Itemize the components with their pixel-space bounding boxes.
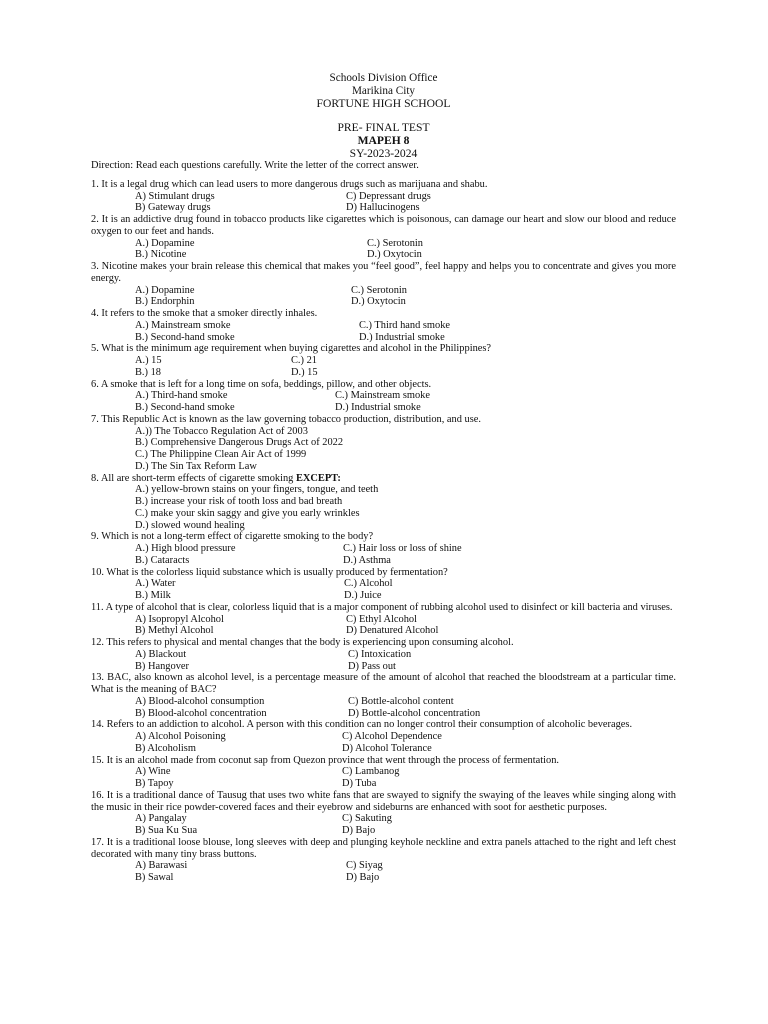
question-stem: 12. This refers to physical and mental changes that the body is experiencing upon consuming alcohol. [91, 637, 514, 649]
direction: Direction: Read each questions carefully. Write the letter of the correct answer. [91, 160, 419, 172]
question-stem: 7. This Republic Act is known as the law governing tobacco production, distribution, and use. [91, 413, 481, 425]
option: A.) High blood pressure [135, 543, 236, 555]
question-2 [91, 214, 676, 261]
question-stem-emphasis: EXCEPT: [295, 472, 341, 484]
option: D) Bajo [342, 825, 376, 837]
test-title: PRE- FINAL TEST [337, 121, 430, 135]
option: A) Barawasi [135, 860, 188, 872]
option: C.) Third hand smoke [359, 319, 451, 331]
question-stem: 2. It is an addictive drug found in tobacco products like cigarettes which is poisonous, can damage our heart and slow our blood and reduce oxygen to our feet and hands. [91, 214, 676, 237]
option: C.) 21 [291, 355, 317, 367]
option: B.) Milk [135, 590, 171, 602]
option: C) Lambanog [342, 766, 400, 778]
option: A.) 15 [135, 355, 162, 367]
option: D.) Industrial smoke [335, 402, 421, 414]
option: A.) Dopamine [135, 237, 195, 249]
option: B) Methyl Alcohol [135, 625, 214, 637]
option: C) Siyag [346, 860, 383, 872]
option: A) Wine [135, 766, 171, 778]
option: A.)) The Tobacco Regulation Act of 2003 [135, 425, 308, 437]
option: B) Alcoholism [135, 742, 196, 754]
option: A) Blackout [135, 648, 187, 660]
question-stem: 16. It is a traditional dance of Tausug that uses two white fans that are swayed to signify the swaying of the leaves while singing along with the music in their rice powder-covered faces and their eyebrow and sideburns are enhanced with soot for aesthetic purposes. [91, 789, 676, 813]
option: B) Blood-alcohol concentration [135, 707, 267, 719]
question-3 [91, 261, 676, 308]
option: C) Alcohol Dependence [342, 731, 442, 743]
option: D) Denatured Alcohol [346, 625, 439, 637]
question-17 [91, 837, 676, 884]
question-5 [91, 343, 676, 378]
option: A) Blood-alcohol consumption [135, 695, 265, 707]
option: D.) Industrial smoke [359, 331, 445, 343]
option: C) Intoxication [348, 648, 412, 660]
option: D) Hallucinogens [346, 202, 420, 214]
option: C.) The Philippine Clean Air Act of 1999 [135, 449, 307, 461]
option: B.) 18 [135, 366, 161, 378]
option: D.) Oxytocin [351, 296, 406, 308]
question-stem: 3. Nicotine makes your brain release this chemical that makes you “feel good”, feel happy and helps you to concentrate and gives you more energy. [91, 261, 676, 284]
option: D.) slowed wound healing [135, 519, 245, 531]
option: A.) yellow-brown stains on your fingers, tongue, and teeth [135, 484, 379, 496]
question-13 [91, 672, 676, 719]
header [91, 72, 676, 160]
option: B.) Second-hand smoke [135, 331, 235, 343]
option: B.) Endorphin [135, 296, 195, 308]
option: C) Sakuting [342, 813, 392, 825]
option: D.) 15 [291, 366, 318, 378]
option: A.) Mainstream smoke [135, 319, 231, 331]
school-division: Schools Division Office [329, 72, 438, 84]
option: B.) Second-hand smoke [135, 402, 235, 414]
option: D.) The Sin Tax Reform Law [135, 460, 257, 472]
question-stem-text: 8. All are short-term effects of cigarette smoking [91, 472, 296, 484]
question-10 [91, 567, 676, 602]
option: C.) Mainstream smoke [335, 390, 430, 402]
option: B) Tapoy [135, 778, 174, 790]
option: D) Alcohol Tolerance [342, 742, 432, 754]
question-7 [91, 414, 676, 473]
question-stem: 11. A type of alcohol that is clear, colorless liquid that is a major component of rubbing alcohol used to disinfect or kill bacteria and viruses. [91, 601, 673, 613]
option: B) Hangover [135, 660, 189, 672]
option: B) Sua Ku Sua [135, 825, 198, 837]
question-14 [91, 719, 676, 754]
option: D.) Oxytocin [367, 249, 422, 261]
city: Marikina City [351, 84, 416, 97]
option: C) Ethyl Alcohol [346, 613, 417, 625]
option: C.) Hair loss or loss of shine [343, 543, 462, 555]
option: D) Bajo [346, 872, 380, 884]
option: A) Alcohol Poisoning [135, 731, 226, 743]
question-stem: 9. Which is not a long-term effect of cigarette smoking to the body? [91, 531, 374, 543]
option: B.) Comprehensive Dangerous Drugs Act of 2022 [135, 437, 344, 449]
option: A) Stimulant drugs [135, 190, 215, 202]
question-11 [91, 602, 676, 637]
option: D) Pass out [348, 660, 396, 672]
option: B.) Nicotine [135, 249, 187, 261]
option: C.) Serotonin [351, 284, 407, 296]
question-stem [91, 473, 676, 485]
school-year: SY-2023-2024 [349, 147, 418, 161]
question-stem: 10. What is the colorless liquid substance which is usually produced by fermentation? [91, 566, 448, 578]
option: C.) Alcohol [344, 578, 393, 590]
school-name: FORTUNE HIGH SCHOOL [316, 97, 451, 111]
option: D.) Asthma [343, 554, 391, 566]
option: B) Gateway drugs [135, 202, 211, 214]
option: A.) Dopamine [135, 284, 195, 296]
option: C) Depressant drugs [346, 190, 431, 202]
option: B.) Cataracts [135, 554, 190, 566]
question-1 [91, 179, 676, 214]
question-stem: 13. BAC, also known as alcohol level, is a percentage measure of the amount of alcohol that reached the bloodstream at a particular time. What is the meaning of BAC? [91, 672, 676, 696]
subject-title: MAPEH 8 [357, 134, 410, 148]
option: C.) make your skin saggy and give you early wrinkles [135, 507, 360, 519]
question-6 [91, 379, 676, 414]
option: A) Isopropyl Alcohol [135, 613, 224, 625]
option: B.) increase your risk of tooth loss and bad breath [135, 496, 343, 508]
question-12 [91, 637, 676, 672]
question-4 [91, 308, 676, 343]
question-stem: 1. It is a legal drug which can lead users to more dangerous drugs such as marijuana and shabu. [91, 178, 488, 190]
option: A) Pangalay [135, 813, 187, 825]
question-stem: 5. What is the minimum age requirement when buying cigarettes and alcohol in the Philippines? [91, 343, 492, 355]
option: B) Sawal [135, 872, 174, 884]
question-15 [91, 755, 676, 790]
question-8 [91, 473, 676, 532]
option: A.) Water [135, 578, 176, 590]
question-16 [91, 790, 676, 837]
option: C) Bottle-alcohol content [348, 695, 454, 707]
question-stem: 15. It is an alcohol made from coconut sap from Quezon province that went through the process of fermentation. [91, 754, 560, 766]
question-stem: 17. It is a traditional loose blouse, long sleeves with deep and plunging keyhole neckline and extra panels attached to the right and left chest decorated with many tiny brass buttons. [91, 836, 676, 860]
question-9 [91, 531, 676, 566]
option: C.) Serotonin [367, 237, 423, 249]
question-stem: 14. Refers to an addiction to alcohol. A person with this condition can no longer control their consumption of alcoholic beverages. [91, 719, 633, 731]
option: A.) Third-hand smoke [135, 390, 228, 402]
question-stem: 4. It refers to the smoke that a smoker directly inhales. [91, 308, 318, 320]
option: D.) Juice [344, 590, 382, 602]
question-stem: 6. A smoke that is left for a long time on sofa, beddings, pillow, and other objects. [91, 378, 432, 390]
option: D) Bottle-alcohol concentration [348, 707, 481, 719]
option: D) Tuba [342, 778, 377, 790]
